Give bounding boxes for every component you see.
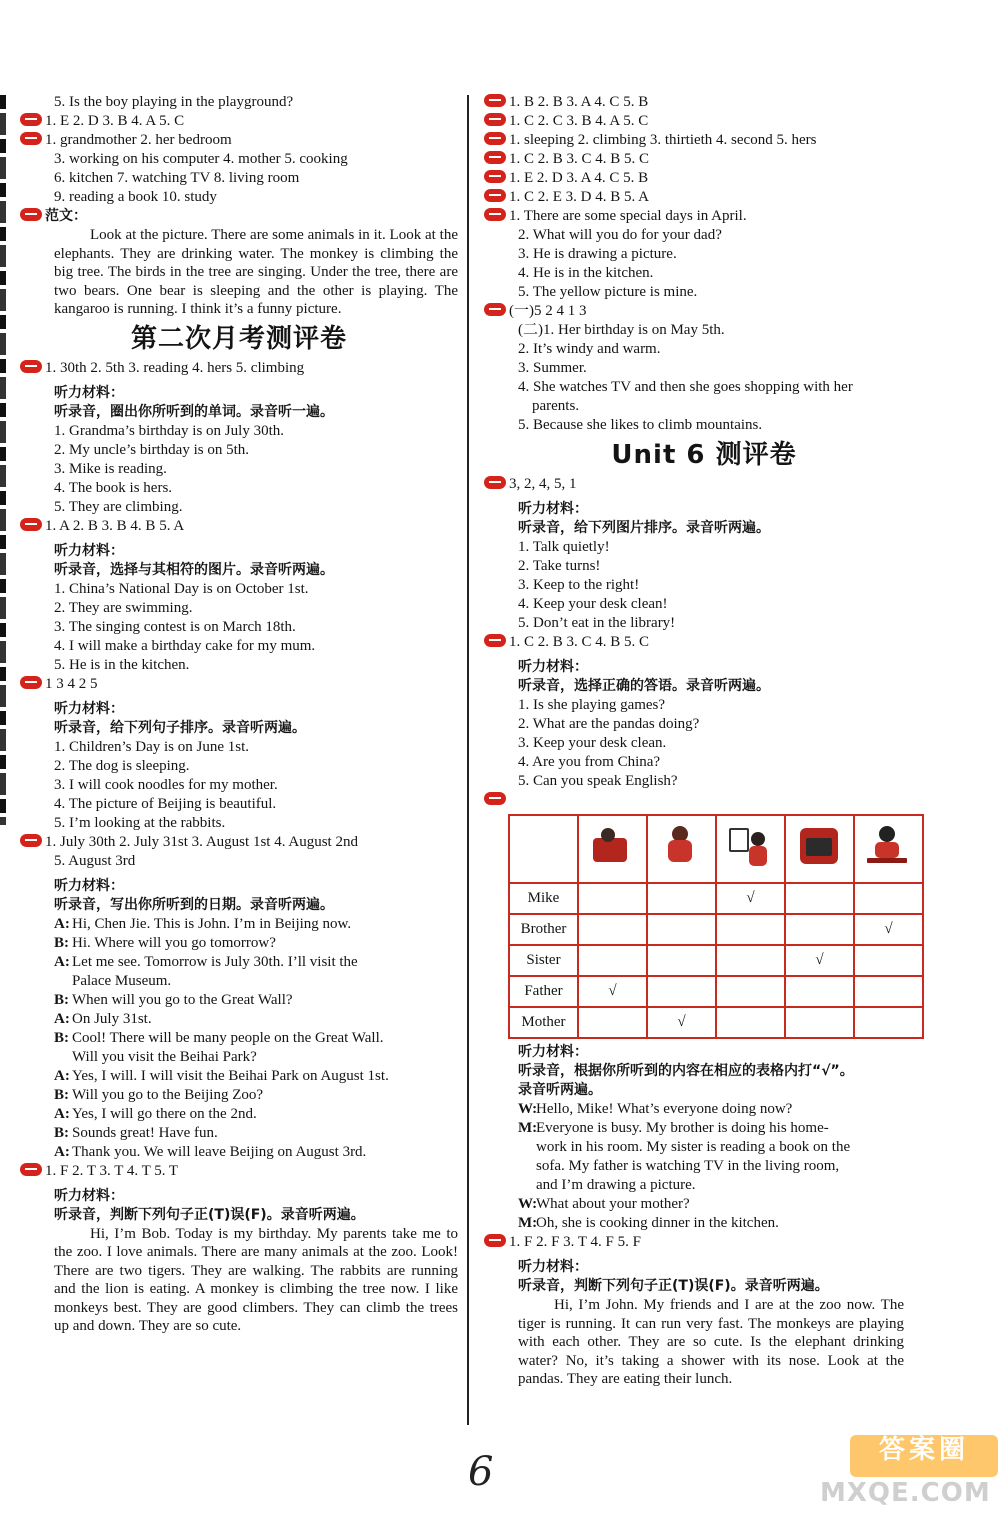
homework-icon bbox=[865, 824, 911, 868]
right-column bbox=[484, 93, 924, 1389]
listening-instruction: 听录音，判断下列句子正(T)误(F)。录音听两遍。 bbox=[518, 1278, 829, 1294]
dialog bbox=[20, 915, 458, 1162]
answer-line: 1. F 2. T 3. T 4. T 5. T bbox=[20, 1162, 458, 1181]
table-cell bbox=[716, 976, 785, 1007]
table-corner bbox=[509, 815, 578, 883]
answer-line: 1. C 2. B 3. C 4. B 5. C bbox=[484, 633, 924, 652]
section-badge-icon bbox=[484, 151, 506, 164]
section-badge-icon bbox=[484, 208, 506, 221]
answer-line: 3, 2, 4, 5, 1 bbox=[484, 475, 924, 494]
table-header-picture bbox=[647, 815, 716, 883]
dialog-line: B: Cool! There will be many people on the Great Wall. bbox=[54, 1029, 384, 1046]
listening-title: 听力材料： bbox=[518, 659, 588, 675]
reading-icon bbox=[796, 824, 842, 868]
dialog-line: A: Thank you. We will leave Beijing on August 3rd. bbox=[54, 1143, 367, 1160]
answer-line: (二)1. Her birthday is on May 5th. bbox=[518, 322, 725, 338]
section-badge-icon bbox=[484, 94, 506, 107]
essay-paragraph: Look at the picture. There are some animals in it. Look at the elephants. They are drinking water. The monkey is climbing the big tree. The birds in the tree are singing. Under the tree, there are two bears. One bear is sleeping and the other is playing. The kangaroo is running. I think it’s a funny picture. bbox=[54, 227, 458, 317]
table-cell bbox=[647, 976, 716, 1007]
list-item: 1. Is she playing games? bbox=[518, 697, 666, 713]
table-cell bbox=[716, 1007, 785, 1038]
listening-instruction: 听录音，选择与其相符的图片。录音听两遍。 bbox=[54, 561, 334, 578]
list-item: 2. Take turns! bbox=[518, 558, 601, 574]
table-cell bbox=[578, 914, 647, 945]
section-badge-icon bbox=[20, 676, 42, 689]
cooking-icon bbox=[658, 824, 704, 868]
watching-tv-icon bbox=[589, 824, 635, 868]
check-mark: √ bbox=[716, 883, 785, 914]
table-header-picture bbox=[785, 815, 854, 883]
section-badge-icon bbox=[20, 208, 42, 221]
section-heading: Unit 6 测评卷 bbox=[611, 440, 797, 470]
table-row bbox=[509, 883, 923, 914]
section-badge-icon bbox=[484, 303, 506, 316]
answer-line: 1. A 2. B 3. B 4. B 5. A bbox=[20, 517, 458, 536]
table-row bbox=[509, 1007, 923, 1038]
section-badge-icon bbox=[20, 113, 42, 126]
listening-instruction: 录音听两遍。 bbox=[518, 1082, 602, 1098]
table-cell bbox=[854, 1007, 923, 1038]
listening-instruction: 听录音，圈出你所听到的单词。录音听一遍。 bbox=[54, 403, 334, 420]
answer-line: 1. grandmother 2. her bedroom bbox=[20, 131, 458, 150]
list-item: 3. I will cook noodles for my mother. bbox=[54, 776, 278, 793]
table-cell bbox=[854, 976, 923, 1007]
answer-line: 3. working on his computer 4. mother 5. cooking bbox=[54, 151, 348, 167]
section-badge-icon bbox=[484, 170, 506, 183]
section-badge-icon bbox=[20, 518, 42, 531]
list-item: 3. Mike is reading. bbox=[54, 460, 167, 477]
answer-line: 1. E 2. D 3. B 4. A 5. C bbox=[20, 112, 458, 131]
dialog-line: M:Oh, she is cooking dinner in the kitchen. bbox=[518, 1215, 779, 1231]
answer-line: 6. kitchen 7. watching TV 8. living room bbox=[54, 170, 300, 186]
answer-line: 9. reading a book 10. study bbox=[54, 189, 217, 205]
list-item: 3. The singing contest is on March 18th. bbox=[54, 618, 296, 635]
table-cell bbox=[578, 883, 647, 914]
listening-title: 听力材料： bbox=[54, 384, 124, 401]
table-cell bbox=[785, 883, 854, 914]
dialog-line: Palace Museum. bbox=[72, 972, 172, 989]
list-item: 5. Can you speak English? bbox=[518, 773, 678, 789]
page-number: 6 bbox=[468, 1449, 494, 1495]
table-row bbox=[509, 976, 923, 1007]
answer-line: 1. C 2. E 3. D 4. B 5. A bbox=[484, 188, 924, 207]
row-label: Mother bbox=[509, 1007, 578, 1038]
list-item: 4. She watches TV and then she goes shopping with her bbox=[518, 379, 853, 395]
listening-instruction: 听录音，写出你所听到的日期。录音听两遍。 bbox=[54, 896, 334, 913]
list-item: 5. Because she likes to climb mountains. bbox=[518, 417, 763, 433]
table-cell bbox=[647, 883, 716, 914]
drawing-icon bbox=[727, 824, 773, 868]
list-item: 4. Are you from China? bbox=[518, 754, 661, 770]
list-item: 3. Summer. bbox=[518, 360, 587, 376]
list-item: 1. China’s National Day is on October 1st. bbox=[54, 580, 309, 597]
listening-instruction: 听录音，选择正确的答语。录音听两遍。 bbox=[518, 678, 770, 694]
watermark: MXQE.COM bbox=[820, 1478, 991, 1508]
answer-line: 5. August 3rd bbox=[54, 852, 136, 869]
row-label: Sister bbox=[509, 945, 578, 976]
list-item: 2. What will you do for your dad? bbox=[518, 227, 722, 243]
row-label: Brother bbox=[509, 914, 578, 945]
listening-title: 听力材料： bbox=[54, 1187, 124, 1204]
dialog-line: and I’m drawing a picture. bbox=[536, 1177, 696, 1193]
dialog-line: W:Hello, Mike! What’s everyone doing now? bbox=[518, 1101, 793, 1117]
answer-line: 1 3 4 2 5 bbox=[20, 675, 458, 694]
table-cell bbox=[854, 883, 923, 914]
check-mark: √ bbox=[647, 1007, 716, 1038]
answer-line bbox=[484, 791, 924, 810]
list-item: parents. bbox=[532, 398, 580, 414]
answer-line: 1. E 2. D 3. A 4. C 5. B bbox=[484, 169, 924, 188]
table-row bbox=[509, 914, 923, 945]
table-cell bbox=[785, 976, 854, 1007]
list-item: 2. What are the pandas doing? bbox=[518, 716, 700, 732]
list-item: 3. Keep your desk clean. bbox=[518, 735, 667, 751]
dialog-line: B: Hi. Where will you go tomorrow? bbox=[54, 934, 276, 951]
section-badge-icon bbox=[20, 1163, 42, 1176]
list-item: 2. They are swimming. bbox=[54, 599, 193, 616]
table-cell bbox=[785, 1007, 854, 1038]
left-column bbox=[20, 93, 458, 1336]
table-cell bbox=[578, 1007, 647, 1038]
dialog-line: Will you visit the Beihai Park? bbox=[72, 1048, 257, 1065]
dialog-line: A: On July 31st. bbox=[54, 1010, 152, 1027]
dialog-line: A: Let me see. Tomorrow is July 30th. I’ll visit the bbox=[54, 953, 358, 970]
table-cell bbox=[716, 914, 785, 945]
dialog-line: M:Everyone is busy. My brother is doing his home- bbox=[518, 1120, 829, 1136]
dialog-line: B: Will you go to the Beijing Zoo? bbox=[54, 1086, 264, 1103]
list-item: 4. I will make a birthday cake for my mum. bbox=[54, 637, 316, 654]
list-item: 4. Keep your desk clean! bbox=[518, 596, 668, 612]
row-label: Mike bbox=[509, 883, 578, 914]
listening-paragraph: Hi, I’m John. My friends and I are at the zoo now. The tiger is running. It can run very fast. The monkeys are playing with each other. They are so cute. Is the elephant drinking water? No, it’s taking a shower with its nose. Look at the pandas. They are eating their lunch. bbox=[518, 1297, 904, 1387]
listening-paragraph: Hi, I’m Bob. Today is my birthday. My parents take me to the zoo. I love animals. There are many animals at the zoo. Look! There are two tigers. They are walking. The rabbits are running and the lion is eating. A monkey is climbing the tree now. I like monkeys best. They are good climbers. They can climb the trees up and down. They are so cute. bbox=[54, 1225, 458, 1334]
listening-title: 听力材料： bbox=[54, 700, 124, 717]
listening-instruction: 听录音，给下列图片排序。录音听两遍。 bbox=[518, 520, 770, 536]
listening-instruction: 听录音，给下列句子排序。录音听两遍。 bbox=[54, 719, 306, 736]
list-item: 1. Grandma’s birthday is on July 30th. bbox=[54, 422, 284, 439]
listening-title: 听力材料： bbox=[54, 542, 124, 559]
section-badge-icon bbox=[484, 189, 506, 202]
listening-title: 听力材料： bbox=[518, 1044, 588, 1060]
listening-title: 听力材料： bbox=[54, 877, 124, 894]
section-badge-icon bbox=[484, 1234, 506, 1247]
list-item: 2. The dog is sleeping. bbox=[54, 757, 190, 774]
list-item: 1. Talk quietly! bbox=[518, 539, 610, 555]
list-item: 4. The picture of Beijing is beautiful. bbox=[54, 795, 277, 812]
binding-edge bbox=[0, 95, 6, 825]
listening-instruction: 听录音，根据你所听到的内容在相应的表格内打“√”。 bbox=[518, 1063, 854, 1079]
list-item: 5. The yellow picture is mine. bbox=[518, 284, 698, 300]
table-header-picture bbox=[854, 815, 923, 883]
answer-line: 5. Is the boy playing in the playground? bbox=[54, 94, 294, 110]
table-cell bbox=[578, 945, 647, 976]
list-item: 4. He is in the kitchen. bbox=[518, 265, 654, 281]
dialog-line: work in his room. My sister is reading a book on the bbox=[536, 1139, 851, 1155]
section-badge-icon bbox=[484, 113, 506, 126]
section-badge-icon bbox=[484, 132, 506, 145]
dialog-line: B: Sounds great! Have fun. bbox=[54, 1124, 218, 1141]
table-cell bbox=[647, 945, 716, 976]
dialog-line: A: Hi, Chen Jie. This is John. I’m in Beijing now. bbox=[54, 915, 352, 932]
dialog-line: sofa. My father is watching TV in the living room, bbox=[536, 1158, 840, 1174]
dialog-line: A: Yes, I will go there on the 2nd. bbox=[54, 1105, 257, 1122]
list-item: 4. The book is hers. bbox=[54, 479, 173, 496]
answer-stamp-text: 答案圈 bbox=[878, 1435, 969, 1465]
table-cell bbox=[716, 945, 785, 976]
listening-title: 听力材料： bbox=[518, 1259, 588, 1275]
list-item: 2. My uncle’s birthday is on 5th. bbox=[54, 441, 249, 458]
table-row bbox=[509, 945, 923, 976]
answer-line: 1. B 2. B 3. A 4. C 5. B bbox=[484, 93, 924, 112]
dialog-line: B: When will you go to the Great Wall? bbox=[54, 991, 293, 1008]
list-item: 2. It’s windy and warm. bbox=[518, 341, 661, 357]
answer-line: 1. F 2. F 3. T 4. F 5. F bbox=[484, 1233, 924, 1252]
table-cell bbox=[854, 945, 923, 976]
listening-instruction: 听录音，判断下列句子正(T)误(F)。录音听两遍。 bbox=[54, 1206, 365, 1223]
section-badge-icon bbox=[20, 360, 42, 373]
check-mark: √ bbox=[785, 945, 854, 976]
answer-line: 1. July 30th 2. July 31st 3. August 1st 4. August 2nd bbox=[20, 833, 458, 852]
table-header-picture bbox=[716, 815, 785, 883]
activity-check-table bbox=[508, 814, 924, 1039]
answer-line: 范文： bbox=[20, 207, 458, 226]
row-label: Father bbox=[509, 976, 578, 1007]
dialog-line: A: Yes, I will. I will visit the Beihai Park on August 1st. bbox=[54, 1067, 389, 1084]
check-mark: √ bbox=[854, 914, 923, 945]
dialog-line: W:What about your mother? bbox=[518, 1196, 690, 1212]
listening-title: 听力材料： bbox=[518, 501, 588, 517]
section-badge-icon bbox=[484, 792, 506, 805]
dialog bbox=[484, 1100, 924, 1233]
list-item: 1. Children’s Day is on June 1st. bbox=[54, 738, 249, 755]
check-mark: √ bbox=[578, 976, 647, 1007]
answer-line: 1. C 2. C 3. B 4. A 5. C bbox=[484, 112, 924, 131]
answer-line: 1. There are some special days in April. bbox=[484, 207, 924, 226]
table-cell bbox=[785, 914, 854, 945]
column-divider bbox=[467, 95, 469, 1425]
list-item: 3. Keep to the right! bbox=[518, 577, 640, 593]
section-badge-icon bbox=[20, 132, 42, 145]
answer-line: (一)5 2 4 1 3 bbox=[484, 302, 924, 321]
section-badge-icon bbox=[20, 834, 42, 847]
table-cell bbox=[647, 914, 716, 945]
table-header-picture bbox=[578, 815, 647, 883]
list-item: 5. He is in the kitchen. bbox=[54, 656, 190, 673]
list-item: 5. I’m looking at the rabbits. bbox=[54, 814, 226, 831]
answer-line: 1. 30th 2. 5th 3. reading 4. hers 5. climbing bbox=[20, 359, 458, 378]
list-item: 5. They are climbing. bbox=[54, 498, 183, 515]
section-badge-icon bbox=[484, 476, 506, 489]
section-badge-icon bbox=[484, 634, 506, 647]
list-item: 5. Don’t eat in the library! bbox=[518, 615, 676, 631]
answer-line: 1. sleeping 2. climbing 3. thirtieth 4. second 5. hers bbox=[484, 131, 924, 150]
section-heading: 第二次月考测评卷 bbox=[130, 323, 347, 354]
answer-line: 1. C 2. B 3. C 4. B 5. C bbox=[484, 150, 924, 169]
list-item: 3. He is drawing a picture. bbox=[518, 246, 677, 262]
